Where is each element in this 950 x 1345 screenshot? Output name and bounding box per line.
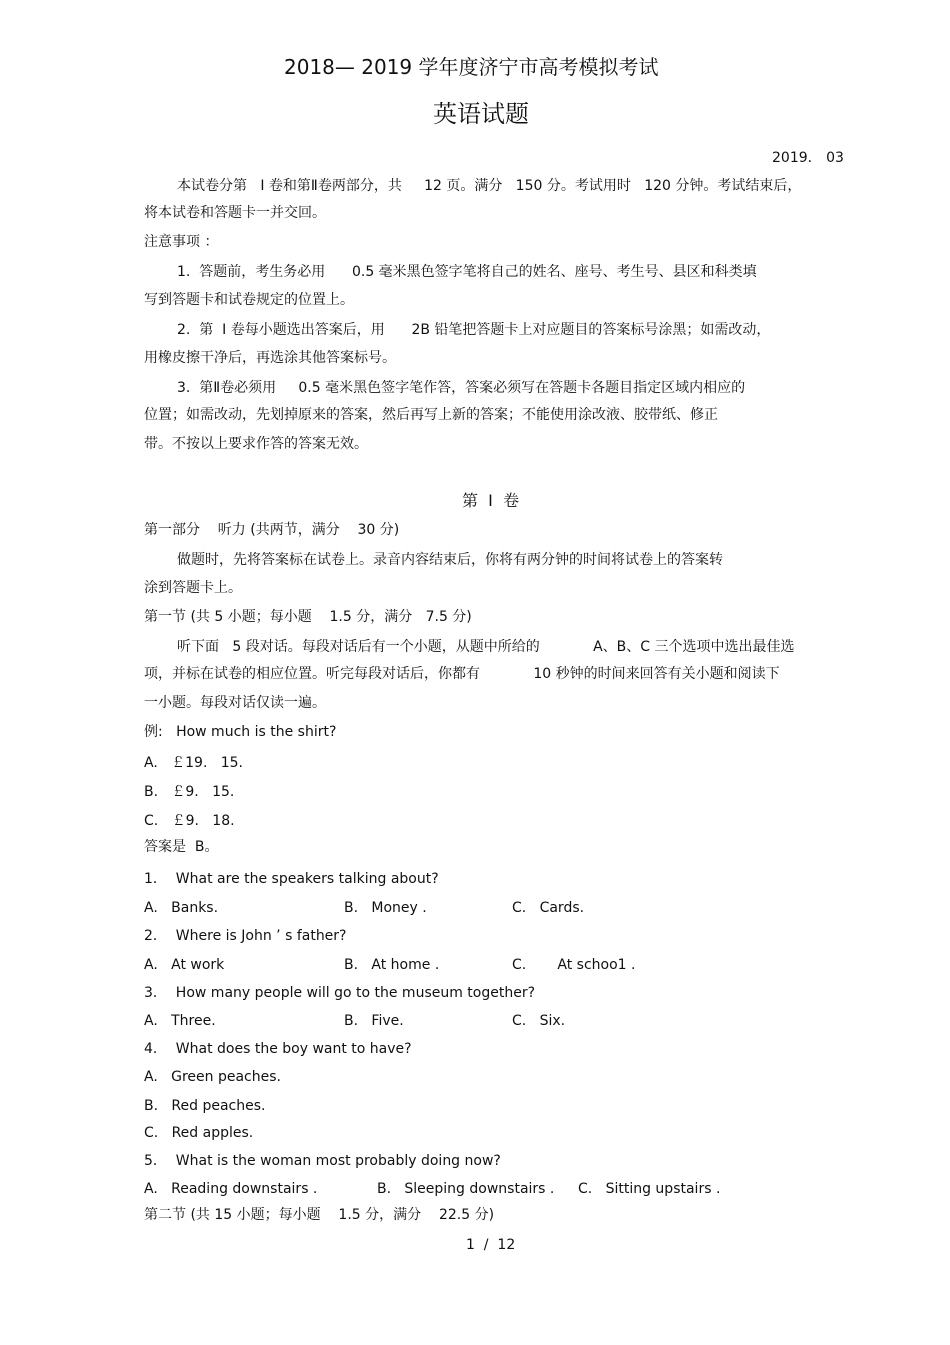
option-c: C. At schoo1 . [512,957,636,973]
exam-subject: 英语试题 [433,100,529,128]
question: 2． Where is John ’ s father? [144,928,347,944]
example-question: 例: How much is the shirt? [144,724,337,740]
example-option: C. ￡9. 18. [144,813,235,829]
subsection-title: 第二节 (共 15 小题；每小题 1.5 分，满分 22.5 分) [144,1207,495,1223]
question: 3． How many people will go to the museum together? [144,985,536,1001]
question: 4． What does the boy want to have? [144,1041,412,1057]
instruction-line: 项，并标在试卷的相应位置。听完每段对话后，你都有 10 秒钟的时间来回答有关小题和阅读下 [144,666,780,682]
option-c: C. Cards. [512,900,585,916]
intro-line: 将本试卷和答题卡一并交回。 [144,205,326,221]
instruction-line: 涂到答题卡上。 [144,580,242,596]
example-answer: 答案是 B。 [144,839,219,855]
note-line: 2. 第 I 卷每小题选出答案后，用 2B 铅笔把答题卡上对应题目的答案标号涂黑；如需改动， [177,322,771,338]
option-c: C. Red apples. [144,1125,254,1141]
question: 5． What is the woman most probably doing now? [144,1153,501,1169]
exam-date: 2019． 03 [772,150,844,166]
option-c: C. Sitting upstairs . [578,1181,721,1197]
option-b: B. Money . [344,900,427,916]
example-option: B. ￡9. 15. [144,784,235,800]
question: 1． What are the speakers talking about? [144,871,439,887]
note-line: 写到答题卡和试卷规定的位置上。 [144,292,354,308]
option-b: B. At home . [344,957,440,973]
option-a: A. Reading downstairs . [144,1181,318,1197]
option-a: A. At work [144,957,225,973]
intro-line: 本试卷分第 I 卷和第Ⅱ卷两部分，共 12 页。满分 150 分。考试用时 120 分钟。考试结束后， [177,178,802,194]
option-a: A. Banks. [144,900,219,916]
option-a: A. Green peaches. [144,1069,281,1085]
exam-title: 2018— 2019 学年度济宁市高考模拟考试 [284,55,659,79]
note-line: 1. 答题前，考生务必用 0.5 毫米黑色签字笔将自己的姓名、座号、考生号、县区和科类填 [177,264,757,280]
instruction-line: 一小题。每段对话仅读一遍。 [144,695,326,711]
subsection-title: 第一节 (共 5 小题；每小题 1.5 分，满分 7.5 分) [144,609,472,625]
note-line: 位置；如需改动，先划掉原来的答案，然后再写上新的答案；不能使用涂改液、胶带纸、修正 [144,407,718,423]
option-c: C. Six. [512,1013,566,1029]
note-line: 用橡皮擦干净后，再选涂其他答案标号。 [144,350,396,366]
instruction-line: 听下面 5 段对话。每段对话后有一个小题，从题中所给的 A、B、C 三个选项中选出最佳选 [177,639,795,655]
note-line: 3. 第Ⅱ卷必须用 0.5 毫米黑色签字笔作答，答案必须写在答题卡各题目指定区域内相应的 [177,380,746,396]
section-title: 第一部分 听力 (共两节，满分 30 分) [144,522,400,538]
notes-title: 注意事项 ： [144,234,219,250]
volume-title: 第 I 卷 [462,491,520,510]
option-b: B. Red peaches. [144,1098,266,1114]
option-b: B. Five. [344,1013,404,1029]
note-line: 带。不按以上要求作答的答案无效。 [144,436,368,452]
option-b: B. Sleeping downstairs . [377,1181,555,1197]
instruction-line: 做题时，先将答案标在试卷上。录音内容结束后，你将有两分钟的时间将试卷上的答案转 [177,552,723,568]
page-number: 1 / 12 [466,1237,516,1253]
option-a: A. Three. [144,1013,216,1029]
example-option: A. ￡19. 15. [144,755,244,771]
